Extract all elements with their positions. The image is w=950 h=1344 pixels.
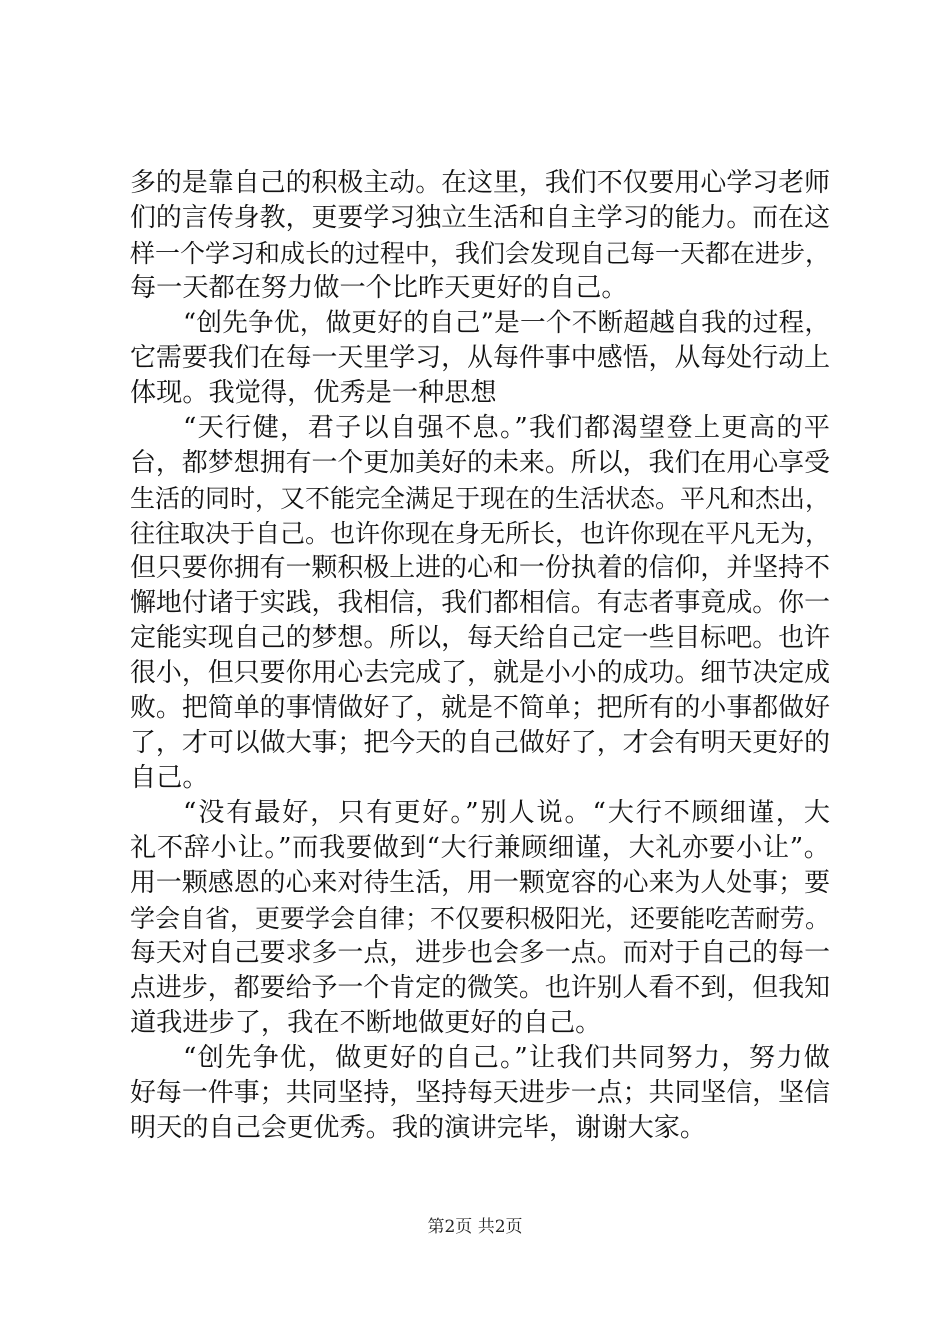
body-line: 每天对自己要求多一点，进步也会多一点。而对于自己的每一 [130,938,830,968]
body-line: 每一天都在努力做一个比昨天更好的自己。 [130,273,628,303]
body-line: 点进步，都要给予一个肯定的微笑。也许别人看不到，但我知 [130,973,830,1003]
document-body [130,166,830,1146]
body-line: 了，才可以做大事；把今天的自己做好了，才会有明天更好的 [130,728,830,758]
body-line: 懈地付诸于实践，我相信，我们都相信。有志者事竟成。你一 [130,588,830,618]
body-line: 明天的自己会更优秀。我的演讲完毕，谢谢大家。 [130,1113,707,1143]
body-line: 自己。 [130,763,209,793]
body-line: 台，都梦想拥有一个更加美好的未来。所以，我们在用心享受 [130,448,830,478]
body-line: 礼不辞小让。”而我要做到“大行兼顾细谨，大礼亦要小让”。 [130,833,830,863]
body-line: 用一颗感恩的心来对待生活，用一颗宽容的心来为人处事；要 [130,868,830,898]
body-line: 好每一件事；共同坚持，坚持每天进步一点；共同坚信，坚信 [130,1078,830,1108]
body-line: 很小，但只要你用心去完成了，就是小小的成功。细节决定成 [130,658,830,688]
body-line: 学会自省，更要学会自律；不仅要积极阳光，还要能吃苦耐劳。 [130,904,831,933]
body-line: 定能实现自己的梦想。所以，每天给自己定一些目标吧。也许 [130,623,830,653]
body-line: 往往取决于自己。也许你现在身无所长，也许你现在平凡无为， [130,519,831,548]
body-line: 道我进步了，我在不断地做更好的自己。 [130,1008,602,1038]
body-line: “没有最好，只有更好。”别人说。“大行不顾细谨，大 [183,798,830,828]
body-line: “创先争优，做更好的自己”是一个不断超越自我的过程， [183,308,830,338]
body-line: 体现。我觉得，优秀是一种思想 [130,378,497,408]
body-line: 多的是靠自己的积极主动。在这里，我们不仅要用心学习老师 [130,168,830,198]
body-line: 败。把简单的事情做好了，就是不简单；把所有的小事都做好 [130,693,830,723]
body-line: 样一个学习和成长的过程中，我们会发现自己每一天都在进步， [130,239,831,268]
body-line: “天行健，君子以自强不息。”我们都渴望登上更高的平 [183,413,830,443]
body-line: 生活的同时，又不能完全满足于现在的生活状态。平凡和杰出， [130,484,831,513]
page-footer: 第2页 共2页 [427,1217,523,1237]
body-line: 但只要你拥有一颗积极上进的心和一份执着的信仰，并坚持不 [130,553,830,583]
body-line: 们的言传身教，更要学习独立生活和自主学习的能力。而在这 [130,203,830,233]
body-line: “创先争优，做更好的自己。”让我们共同努力，努力做 [183,1043,830,1073]
body-line: 它需要我们在每一天里学习，从每件事中感悟，从每处行动上 [130,343,830,373]
